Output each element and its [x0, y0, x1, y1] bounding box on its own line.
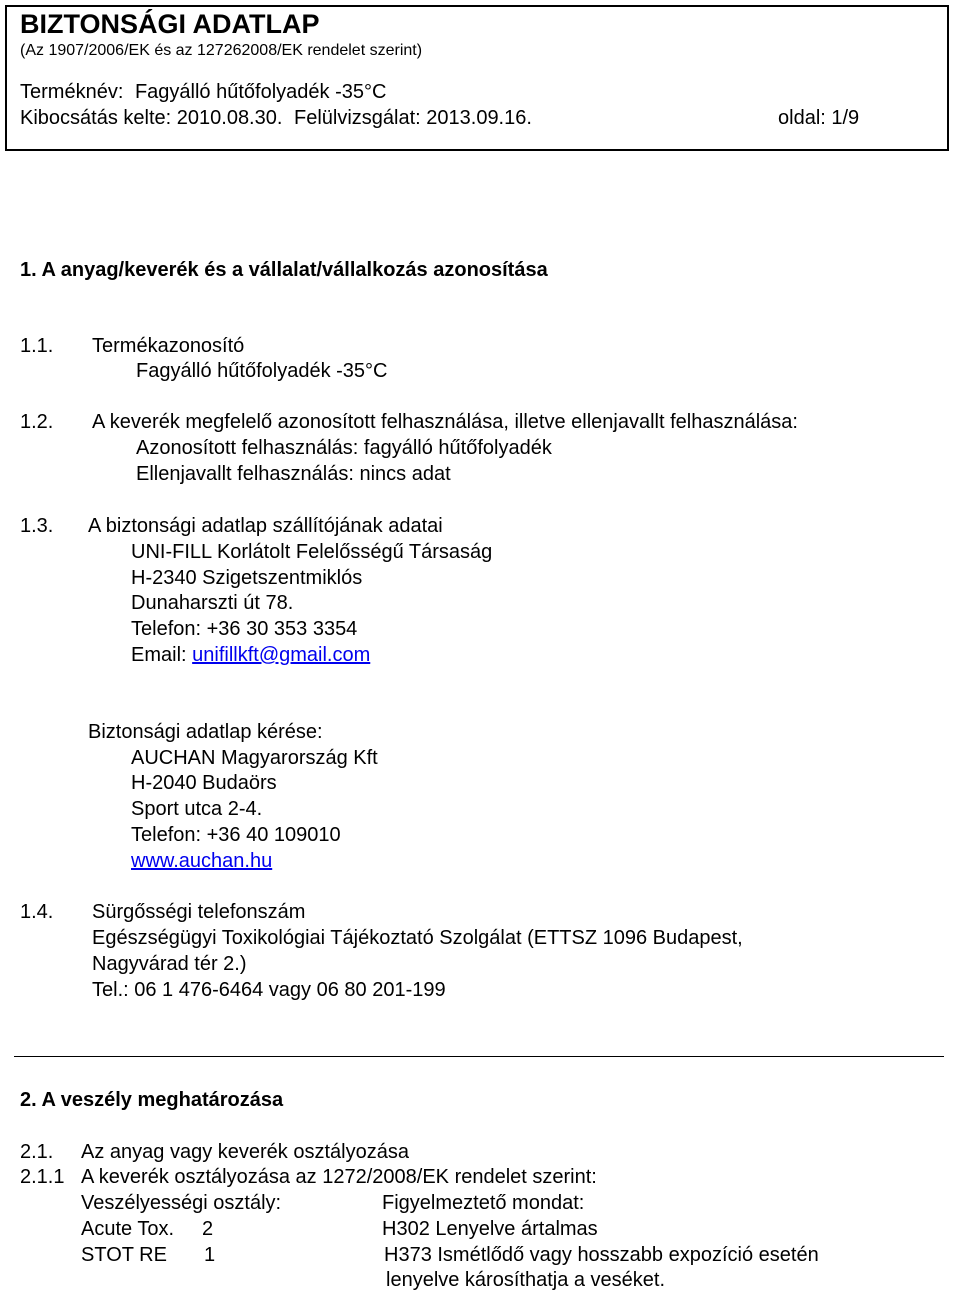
supplier-email-line	[131, 644, 370, 667]
section-divider	[14, 1056, 944, 1057]
product-name-value: Fagyálló hűtőfolyadék -35°C	[134, 81, 387, 103]
supplier-phone: Telefon: +36 30 353 3354	[131, 618, 358, 640]
emergency-phone: Tel.: 06 1 476-6464 vagy 06 80 201-199	[92, 979, 446, 1001]
section-2-1-number: 2.1.	[20, 1141, 54, 1163]
supplier-email-link[interactable]: unifillkft@gmail.com	[192, 644, 371, 666]
contraindicated-use: Ellenjavallt felhasználás: nincs adat	[136, 463, 451, 485]
hazard-row-2-statement-continuation: lenyelve károsíthatja a veséket.	[386, 1269, 666, 1291]
revision-label: Felülvizsgálat:	[293, 107, 421, 129]
issue-date-label: Kibocsátás kelte:	[20, 107, 172, 129]
emergency-service-line-1: Egészségügyi Toxikológiai Tájékoztató Szolgálat (ETTSZ 1096 Budapest,	[92, 927, 743, 949]
request-city: H-2040 Budaörs	[131, 772, 277, 794]
product-name-line	[20, 81, 386, 104]
supplier-street: Dunaharszti út 78.	[131, 592, 294, 614]
hazard-row-1-class: Acute Tox.	[81, 1218, 175, 1240]
request-web-link[interactable]: www.auchan.hu	[131, 850, 273, 872]
hazard-statement-column-header: Figyelmeztető mondat:	[382, 1192, 585, 1214]
section-1-4-number: 1.4.	[20, 901, 54, 923]
revision-value: 2013.09.16.	[426, 107, 532, 129]
hazard-row-2-category: 1	[204, 1244, 216, 1266]
issue-date-line	[20, 107, 532, 130]
hazard-row-1-category: 2	[202, 1218, 214, 1240]
request-street: Sport utca 2-4.	[131, 798, 263, 820]
hazard-row-1-statement: H302 Lenyelve ártalmas	[382, 1218, 598, 1240]
emergency-service-line-2: Nagyvárad tér 2.)	[92, 953, 247, 975]
section-1-4-title: Sürgősségi telefonszám	[92, 901, 306, 923]
section-1-heading: 1. A anyag/keverék és a vállalat/vállalkozás azonosítása	[20, 259, 548, 281]
supplier-email-label: Email:	[131, 644, 187, 666]
section-1-3-title: A biztonsági adatlap szállítójának adatai	[88, 515, 443, 537]
supplier-city: H-2340 Szigetszentmiklós	[131, 567, 363, 589]
page-label: oldal:	[778, 107, 826, 129]
section-1-2-title: A keverék megfelelő azonosított felhasználása, illetve ellenjavallt felhasználása:	[92, 411, 798, 433]
request-company: AUCHAN Magyarország Kft	[131, 747, 378, 769]
supplier-company: UNI-FILL Korlátolt Felelősségű Társaság	[131, 541, 493, 563]
section-2-heading: 2. A veszély meghatározása	[20, 1089, 284, 1111]
identified-use: Azonosított felhasználás: fagyálló hűtőfolyadék	[136, 437, 552, 459]
section-2-1-title: Az anyag vagy keverék osztályozása	[81, 1141, 409, 1163]
section-1-2-number: 1.2.	[20, 411, 54, 433]
page-indicator	[778, 107, 859, 130]
request-phone: Telefon: +36 40 109010	[131, 824, 341, 846]
section-2-1-1-number: 2.1.1	[20, 1166, 65, 1188]
product-identifier: Fagyálló hűtőfolyadék -35°C	[136, 360, 388, 382]
sds-request-label: Biztonsági adatlap kérése:	[88, 721, 323, 743]
section-1-3-number: 1.3.	[20, 515, 54, 537]
hazard-row-2-class: STOT RE	[81, 1244, 167, 1266]
hazard-class-column-header: Veszélyességi osztály:	[81, 1192, 282, 1214]
section-1-1-number: 1.1.	[20, 335, 54, 357]
product-name-label: Terméknév:	[20, 81, 124, 103]
page-value: 1/9	[831, 107, 860, 129]
document-title: BIZTONSÁGI ADATLAP	[20, 9, 320, 39]
section-2-1-1-title: A keverék osztályozása az 1272/2008/EK rendelet szerint:	[81, 1166, 597, 1188]
section-1-1-title: Termékazonosító	[92, 335, 245, 357]
document-subtitle: (Az 1907/2006/EK és az 127262008/EK rendelet szerint)	[20, 42, 423, 59]
issue-date-value: 2010.08.30.	[176, 107, 283, 129]
hazard-row-2-statement: H373 Ismétlődő vagy hosszabb expozíció esetén	[384, 1244, 819, 1266]
